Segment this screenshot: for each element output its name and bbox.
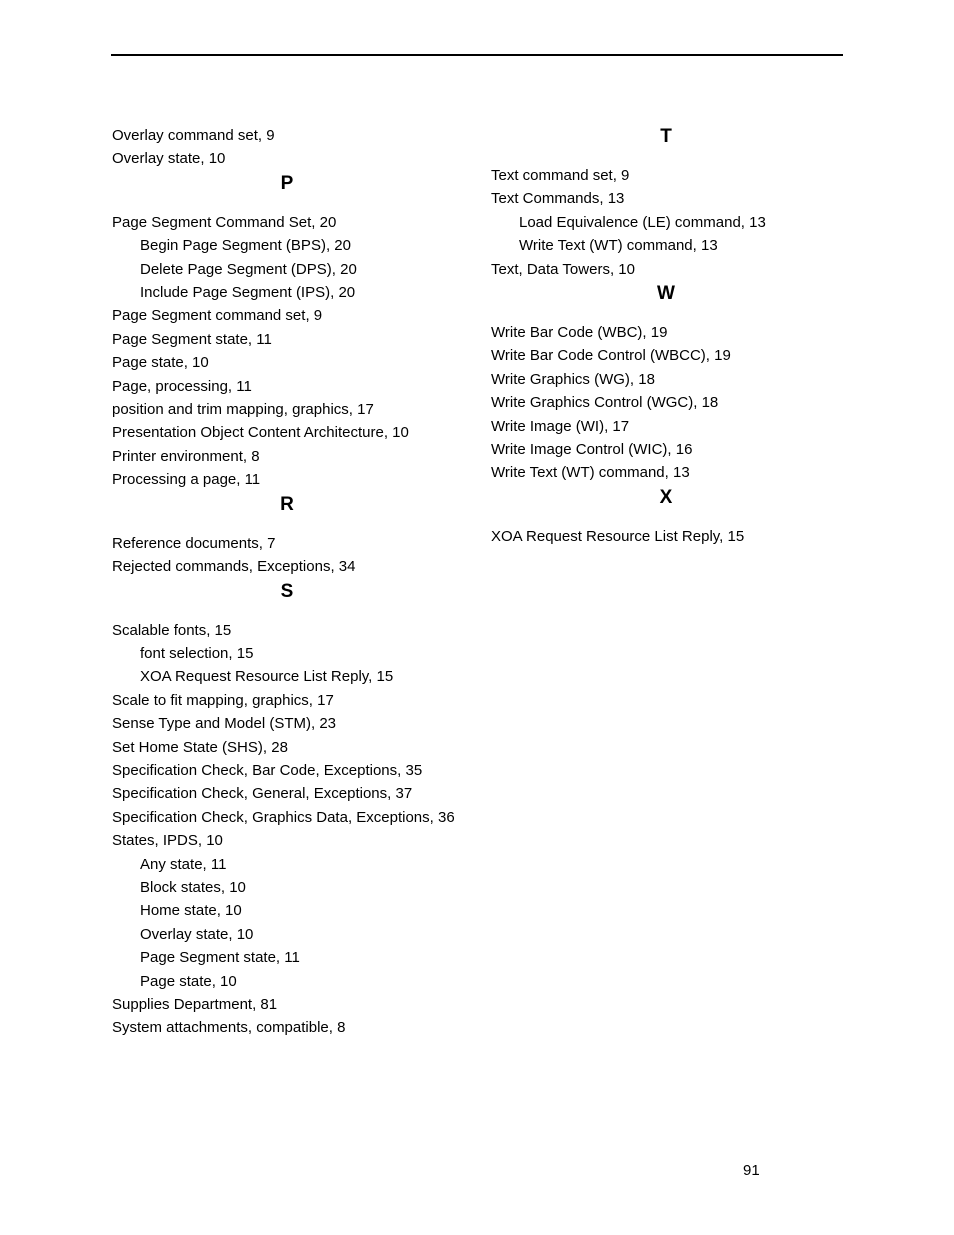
index-entry: Processing a page, 11 [112,471,261,489]
index-entry: States, IPDS, 10 [112,832,223,850]
index-entry: Specification Check, Graphics Data, Exceptions, 36 [112,808,455,826]
index-subentry: Write Text (WT) command, 13 [519,237,718,255]
index-entry: Write Image Control (WIC), 16 [491,441,693,459]
header-rule [111,54,843,56]
index-entry: Text, Data Towers, 10 [491,260,635,278]
index-entry: position and trim mapping, graphics, 17 [112,401,374,419]
index-entry: Write Graphics Control (WGC), 18 [491,394,719,412]
index-entry: Scale to fit mapping, graphics, 17 [112,691,334,709]
index-entry: Sense Type and Model (STM), 23 [112,715,337,733]
index-entry: Write Bar Code Control (WBCC), 19 [491,347,731,365]
index-section-letter: S [280,580,294,602]
index-entry: Page state, 10 [112,354,209,372]
index-entry: Presentation Object Content Architecture, 10 [112,424,409,442]
index-subentry: Overlay state, 10 [140,925,254,943]
index-entry: Rejected commands, Exceptions, 34 [112,558,356,576]
index-entry: Text command set, 9 [491,167,630,184]
index-subentry: Any state, 11 [140,855,227,873]
index-entry: Page Segment command set, 9 [112,307,323,325]
index-entry: Overlay command set, 9 [112,127,275,144]
index-subentry: XOA Request Resource List Reply, 15 [140,668,394,686]
index-section-letter: P [280,172,294,194]
index-entry: Printer environment, 8 [112,447,260,465]
index-entry: Write Bar Code (WBC), 19 [491,324,668,342]
index-entry: Page Segment Command Set, 20 [112,213,337,231]
index-entry: Specification Check, Bar Code, Exceptions, 35 [112,761,423,779]
index-entry: Page, processing, 11 [112,377,252,395]
index-entry: Supplies Department, 81 [112,996,278,1013]
index-entry: Scalable fonts, 15 [112,621,232,639]
index-column-right [491,124,843,548]
index-subentry: Begin Page Segment (BPS), 20 [140,237,351,255]
index-subentry: Page state, 10 [140,972,237,990]
index-section-letter: W [657,283,675,305]
index-section-letter: X [659,486,673,508]
index-entry: Text Commands, 13 [491,190,625,208]
index-subentry: Home state, 10 [140,902,242,920]
index-entry: Overlay state, 10 [112,150,226,168]
index-subentry: font selection, 15 [140,644,254,662]
index-entry: System attachments, compatible, 8 [112,1019,346,1037]
index-column-left [112,124,472,1040]
index-section-letter: R [280,493,294,515]
page-number: 91 [743,1162,760,1179]
index-entry: Page Segment state, 11 [112,330,272,348]
index-entry: Reference documents, 7 [112,534,276,552]
index-entry: Set Home State (SHS), 28 [112,738,288,756]
index-subentry: Load Equivalence (LE) command, 13 [519,213,766,231]
index-subentry: Page Segment state, 11 [140,949,300,967]
index-entry: Write Image (WI), 17 [491,417,630,435]
index-subentry: Block states, 10 [140,878,246,896]
index-entry: Specification Check, General, Exceptions, 37 [112,785,413,803]
index-entry: Write Text (WT) command, 13 [491,464,690,482]
index-entry: Write Graphics (WG), 18 [491,370,655,388]
index-section-letter: T [660,126,672,147]
index-subentry: Include Page Segment (IPS), 20 [140,284,356,302]
index-entry: XOA Request Resource List Reply, 15 [491,527,745,545]
index-subentry: Delete Page Segment (DPS), 20 [140,260,357,278]
